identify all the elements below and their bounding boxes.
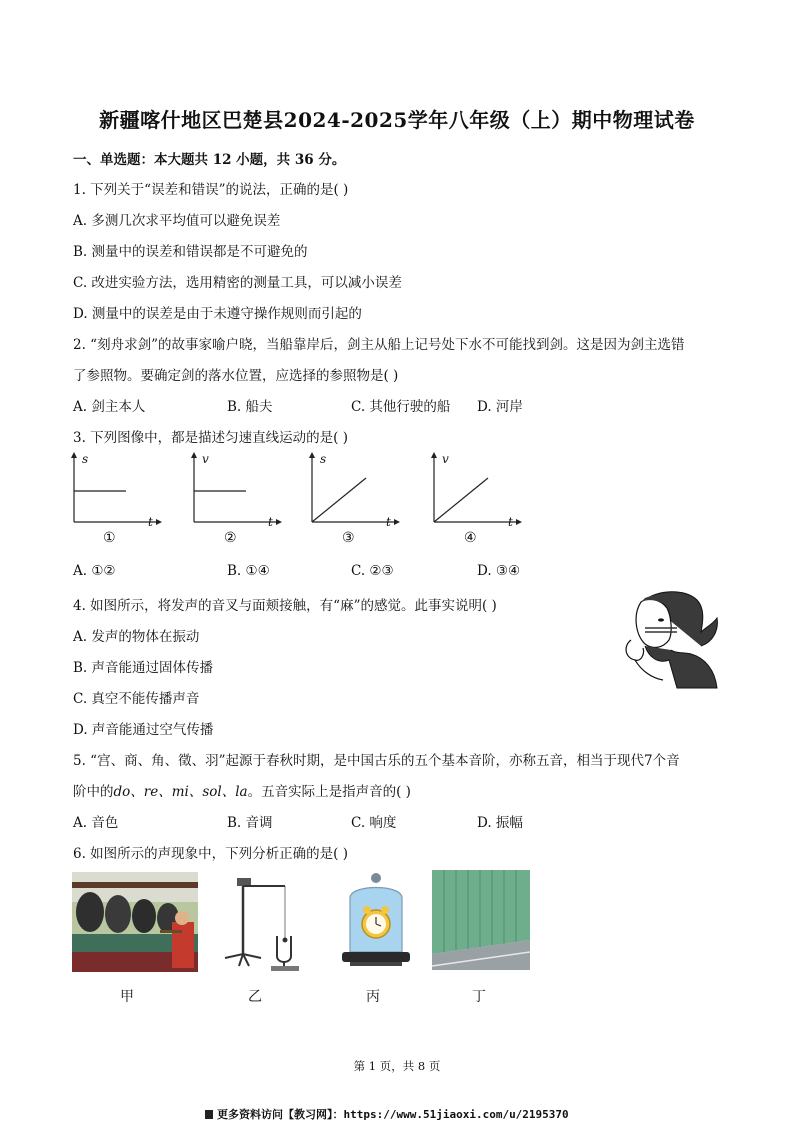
question-4-option-c: C. 真空不能传播声音 [73, 691, 200, 707]
question-1-option-c: C. 改进实验方法，选用精密的测量工具，可以减小误差 [73, 275, 402, 291]
graph-2-xlabel: t [268, 515, 273, 529]
question-2-option-d: D. 河岸 [477, 399, 523, 415]
solfege-notes: do、re、mi、sol、la [113, 784, 248, 800]
question-4-stem: 4. 如图所示，将发声的音叉与面颊接触，有“麻”的感觉。此事实说明( ) [73, 598, 497, 614]
graph-4-ylabel: v [442, 452, 449, 466]
graph-1-caption: ① [103, 530, 116, 546]
noise-barrier-photo [432, 870, 530, 974]
question-5-stem-line1: 5. “宫、商、角、徵、羽”起源于春秋时期，是中国古乐的五个基本音阶，亦称五音，相当于现代7个音 [73, 753, 680, 769]
bell-jar-alarm-photo [336, 868, 416, 976]
question-6-stem: 6. 如图所示的声现象中，下列分析正确的是( ) [73, 846, 348, 862]
question-4-option-d: D. 声音能通过空气传播 [73, 722, 214, 738]
tuning-fork-pendulum-figure [215, 872, 311, 976]
figure-caption-bing: 丙 [366, 989, 380, 1005]
question-5-suffix: 。五音实际上是指声音的( ) [247, 784, 411, 800]
question-4-option-a: A. 发声的物体在振动 [73, 629, 200, 645]
question-2-stem-line1: 2. “刻舟求剑”的故事家喻户晓，当船靠岸后，剑主从船上记号处下水不可能找到剑。这是因为剑主选错 [73, 337, 685, 353]
question-1-option-b: B. 测量中的误差和错误都是不可避免的 [73, 244, 308, 260]
page-title: 新疆喀什地区巴楚县2024-2025学年八年级（上）期中物理试卷 [99, 108, 695, 132]
question-1-stem: 1. 下列关于“误差和错误”的说法，正确的是( ) [73, 182, 349, 198]
graph-3-ylabel: s [320, 452, 327, 466]
question-1-option-a: A. 多测几次求平均值可以避免误差 [73, 213, 281, 229]
question-4-option-b: B. 声音能通过固体传播 [73, 660, 214, 676]
graph-2-ylabel: v [202, 452, 209, 466]
question-2-stem-line2: 了参照物。要确定剑的落水位置，应选择的参照物是( ) [73, 368, 399, 384]
graph-4-xlabel: t [508, 515, 513, 529]
question-3-option-b: B. ①④ [227, 563, 270, 579]
graph-4-caption: ④ [464, 530, 477, 546]
question-5-option-b: B. 音调 [227, 815, 273, 831]
flag-icon [205, 1110, 213, 1119]
question-3-option-d: D. ③④ [477, 563, 521, 579]
question-5-option-d: D. 振幅 [477, 815, 523, 831]
question-2-option-a: A. 剑主本人 [73, 399, 146, 415]
figure-caption-jia: 甲 [120, 989, 134, 1005]
section-heading: 一、单选题：本大题共 12 小题，共 36 分。 [73, 152, 346, 168]
figure-caption-ding: 丁 [472, 989, 486, 1005]
figure-caption-yi: 乙 [248, 989, 262, 1005]
graph-3-caption: ③ [342, 530, 355, 546]
question-3-stem: 3. 下列图像中，都是描述匀速直线运动的是( ) [73, 430, 348, 446]
bells-photo [72, 872, 198, 976]
question-5-option-a: A. 音色 [73, 815, 119, 831]
question-3-option-c: C. ②③ [351, 563, 394, 579]
graph-3-xlabel: t [386, 515, 391, 529]
question-2-option-c: C. 其他行驶的船 [351, 399, 451, 415]
question-1-option-d: D. 测量中的误差是由于未遵守操作规则而引起的 [73, 306, 362, 322]
graph-1-xlabel: t [148, 515, 153, 529]
graph-2-caption: ② [224, 530, 237, 546]
page-footer: 第 1 页，共 8 页 [353, 1059, 441, 1073]
promo-text: 更多资料访问【教习网】：https://www.51jiaoxi.com/u/2195370 [217, 1108, 569, 1121]
question-2-option-b: B. 船夫 [227, 399, 273, 415]
graph-1-ylabel: s [82, 452, 89, 466]
question-5-stem-line2 [73, 780, 411, 800]
tuning-fork-girl-illustration [605, 588, 721, 696]
question-5-prefix: 阶中的 [73, 784, 114, 800]
promo-link[interactable] [205, 1106, 569, 1122]
question-3-option-a: A. ①② [73, 563, 116, 579]
question-5-option-c: C. 响度 [351, 815, 397, 831]
